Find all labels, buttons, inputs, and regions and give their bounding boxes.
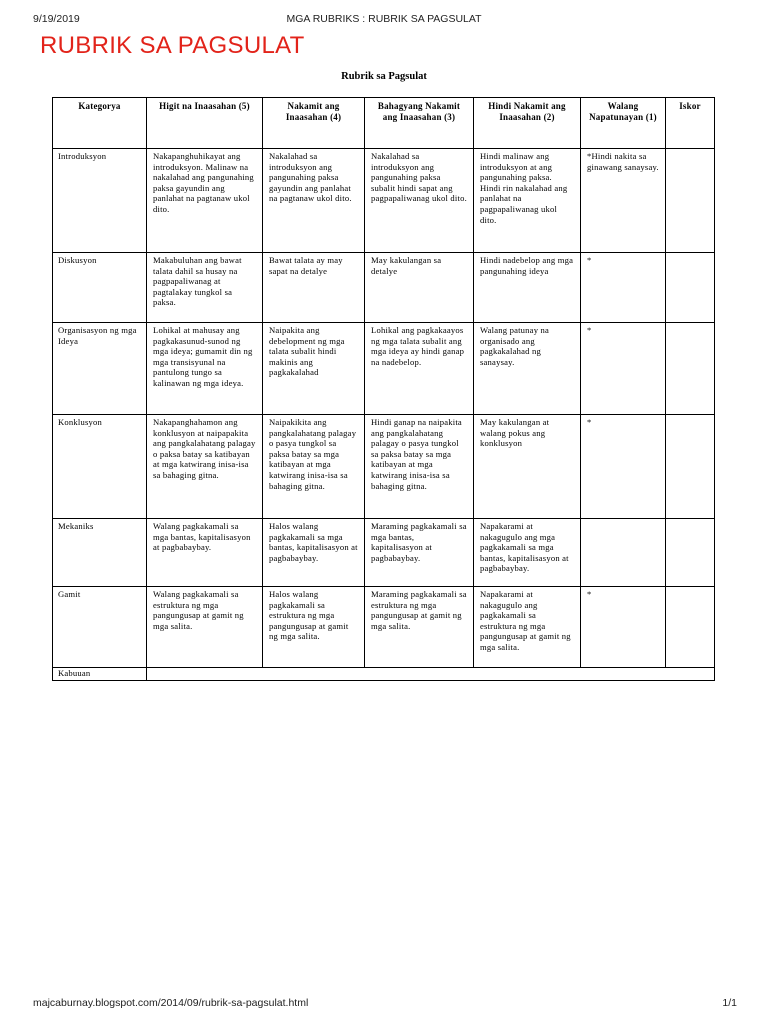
table-row: [53, 587, 715, 668]
table-row: [53, 253, 715, 323]
level-3-cell: May kakulangan sa detalye: [365, 253, 474, 323]
level-4-cell: Halos walang pagkakamali sa mga bantas, kapitalisasyon at pagbabaybay.: [263, 519, 365, 587]
page-title: RUBRIK SA PAGSULAT: [40, 32, 305, 59]
level-5-cell: Walang pagkakamali sa mga bantas, kapitalisasyon at pagbabaybay.: [147, 519, 263, 587]
total-label: Kabuuan: [53, 668, 147, 681]
table-title: Rubrik sa Pagsulat: [341, 71, 427, 82]
col-header-level-4: Nakamit ang Inaasahan (4): [263, 98, 365, 149]
level-3-cell: Hindi ganap na naipakita ang pangkalahatang palagay o pasya tungkol sa paksa batay sa mga katibayan at mga katwirang inisa-isa sa bahaging gitna.: [365, 415, 474, 519]
category-cell: Organisasyon ng mga Ideya: [53, 323, 147, 415]
category-cell: Diskusyon: [53, 253, 147, 323]
level-2-cell: Hindi malinaw ang introduksyon at ang pangunahing paksa. Hindi rin nakalahad ang panlahat na pagpapaliwanag ukol dito.: [474, 149, 581, 253]
col-header-level-1: Walang Napatunayan (1): [581, 98, 666, 149]
total-row: [53, 668, 715, 681]
col-header-iskor: Iskor: [666, 98, 715, 149]
score-cell[interactable]: [666, 415, 715, 519]
level-2-cell: Walang patunay na organisado ang pagkakalahad ng sanaysay.: [474, 323, 581, 415]
level-4-cell: Naipakikita ang pangkalahatang palagay o pasya tungkol sa paksa batay sa mga katibayan at mga katwirang inisa-isa sa bahaging gitna.: [263, 415, 365, 519]
category-cell: Gamit: [53, 587, 147, 668]
print-date: 9/19/2019: [33, 13, 80, 25]
level-3-cell: Lohikal ang pagkakaayos ng mga talata subalit ang mga ideya ay hindi ganap na nadebelop.: [365, 323, 474, 415]
col-header-kategorya: Kategorya: [53, 98, 147, 149]
level-3-cell: Maraming pagkakamali sa estruktura ng mga pangungusap at gamit ng mga salita.: [365, 587, 474, 668]
level-1-cell: *: [581, 587, 666, 668]
level-4-cell: Halos walang pagkakamali sa estruktura ng mga pangungusap at gamit ng mga salita.: [263, 587, 365, 668]
level-1-cell: *: [581, 323, 666, 415]
table-row: [53, 323, 715, 415]
score-cell[interactable]: [666, 253, 715, 323]
level-1-cell: *: [581, 253, 666, 323]
category-cell: Konklusyon: [53, 415, 147, 519]
level-4-cell: Nakalahad sa introduksyon ang pangunahing paksa gayundin ang panlahat na pagtanaw ukol dito.: [263, 149, 365, 253]
level-1-cell: *Hindi nakita sa ginawang sanaysay.: [581, 149, 666, 253]
level-2-cell: Hindi nadebelop ang mga pangunahing ideya: [474, 253, 581, 323]
level-2-cell: Napakarami at nakagugulo ang mga pagkakamali sa mga bantas, kapitalisasyon at pagbabaybay.: [474, 519, 581, 587]
level-1-cell: *: [581, 415, 666, 519]
category-cell: Mekaniks: [53, 519, 147, 587]
score-cell[interactable]: [666, 587, 715, 668]
score-cell[interactable]: [666, 149, 715, 253]
level-1-cell: [581, 519, 666, 587]
level-5-cell: Nakapanghahamon ang konklusyon at naipapakita ang pangkalahatang palagay o paksa batay sa katibayan at mga katwirang inisa-isa sa bahaging gitna.: [147, 415, 263, 519]
footer-url: majcaburnay.blogspot.com/2014/09/rubrik-sa-pagsulat.html: [33, 997, 309, 1009]
total-score-cell[interactable]: [147, 668, 715, 681]
footer-page-number: 1/1: [722, 997, 737, 1009]
level-5-cell: Nakapanghuhikayat ang introduksyon. Malinaw na nakalahad ang pangunahing paksa gayundin ang panlahat na pagtanaw ukol dito.: [147, 149, 263, 253]
col-header-level-3: Bahagyang Nakamit ang Inaasahan (3): [365, 98, 474, 149]
category-cell: Introduksyon: [53, 149, 147, 253]
level-4-cell: Bawat talata ay may sapat na detalye: [263, 253, 365, 323]
level-2-cell: May kakulangan at walang pokus ang konklusyon: [474, 415, 581, 519]
rubric-table: [52, 97, 715, 681]
header-row: [53, 98, 715, 149]
table-row: [53, 149, 715, 253]
col-header-level-5: Higit na Inaasahan (5): [147, 98, 263, 149]
level-2-cell: Napakarami at nakagugulo ang pagkakamali sa estruktura ng mga pangungusap at gamit ng mga salita.: [474, 587, 581, 668]
level-5-cell: Walang pagkakamali sa estruktura ng mga pangungusap at gamit ng mga salita.: [147, 587, 263, 668]
level-5-cell: Makabuluhan ang bawat talata dahil sa husay na pagpapaliwanag at pagtalakay tungkol sa paksa.: [147, 253, 263, 323]
table-row: [53, 519, 715, 587]
score-cell[interactable]: [666, 519, 715, 587]
score-cell[interactable]: [666, 323, 715, 415]
level-3-cell: Nakalahad sa introduksyon ang pangunahing paksa subalit hindi sapat ang pagpapaliwanag ukol dito.: [365, 149, 474, 253]
table-row: [53, 415, 715, 519]
level-3-cell: Maraming pagkakamali sa mga bantas, kapitalisasyon at pagbabaybay.: [365, 519, 474, 587]
col-header-level-2: Hindi Nakamit ang Inaasahan (2): [474, 98, 581, 149]
level-5-cell: Lohikal at mahusay ang pagkakasunud-sunod ng mga ideya; gumamit din ng mga transisyunal na pantulong tungo sa kalinawan ng mga ideya.: [147, 323, 263, 415]
level-4-cell: Naipakita ang debelopment ng mga talata subalit hindi makinis ang pagkakalahad: [263, 323, 365, 415]
print-doc-title: MGA RUBRIKS : RUBRIK SA PAGSULAT: [286, 13, 482, 25]
